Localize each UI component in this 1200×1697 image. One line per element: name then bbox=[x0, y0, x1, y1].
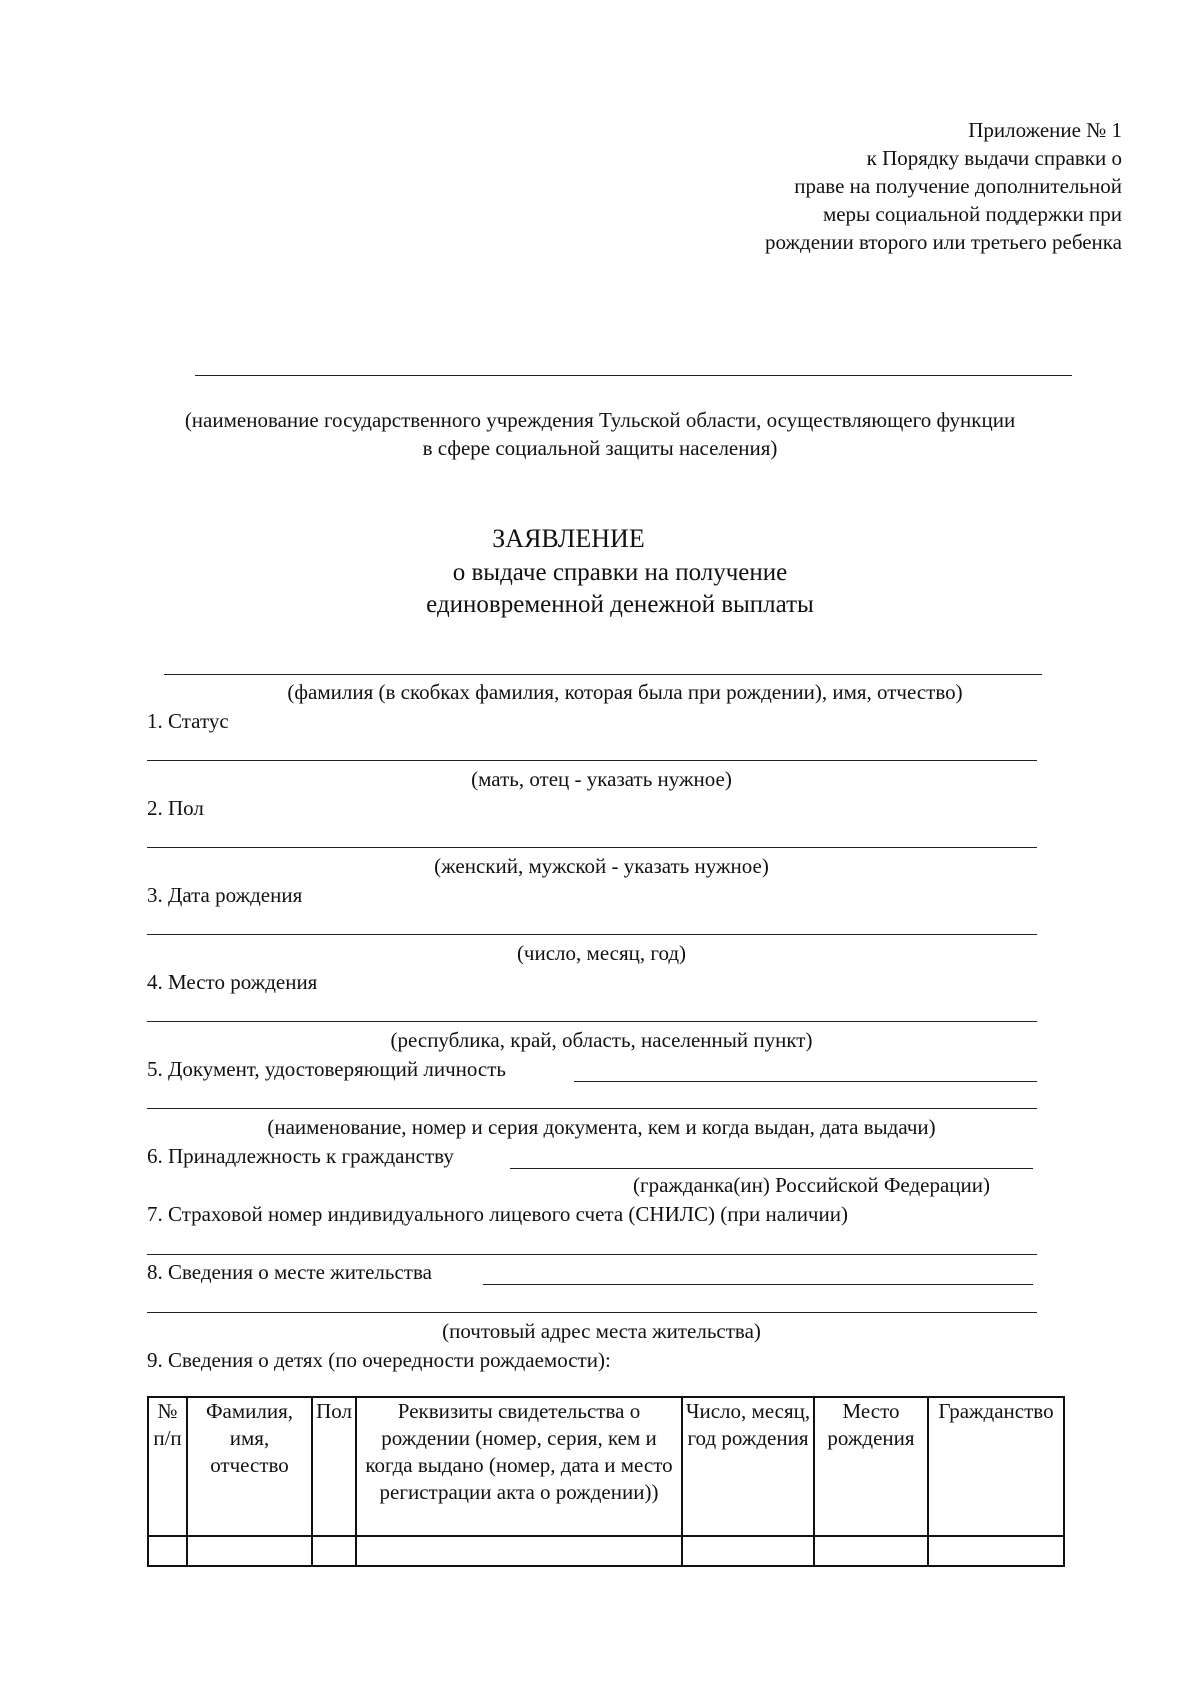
birthplace-hint: (республика, край, область, населенный пункт) bbox=[390, 1028, 813, 1052]
residence-hint: (почтовый адрес места жительства) bbox=[442, 1319, 761, 1343]
header-birthdate: Число, месяц, год рождения bbox=[682, 1397, 814, 1536]
document-line[interactable] bbox=[574, 1081, 1037, 1082]
table-cell[interactable] bbox=[356, 1536, 682, 1566]
children-label: 9. Сведения о детях (по очередности рождаемости): bbox=[147, 1348, 611, 1372]
appendix-line: Приложение № 1 bbox=[968, 118, 1122, 142]
header-citizenship: Гражданство bbox=[928, 1397, 1064, 1536]
institution-name-line[interactable] bbox=[195, 375, 1072, 376]
header-birthplace: Место рождения bbox=[814, 1397, 928, 1536]
fio-caption: (фамилия (в скобках фамилия, которая была при рождении), имя, отчество) bbox=[287, 680, 963, 704]
document-hint: (наименование, номер и серия документа, кем и когда выдан, дата выдачи) bbox=[267, 1115, 936, 1139]
sex-line[interactable] bbox=[147, 847, 1037, 848]
status-line[interactable] bbox=[147, 760, 1037, 761]
birthplace-line[interactable] bbox=[147, 1021, 1037, 1022]
header-number: № п/п bbox=[148, 1397, 187, 1536]
appendix-line: меры социальной поддержки при bbox=[822, 202, 1122, 226]
sex-hint: (женский, мужской - указать нужное) bbox=[434, 854, 769, 878]
citizenship-line[interactable] bbox=[510, 1168, 1033, 1169]
fio-line[interactable] bbox=[164, 674, 1042, 675]
table-cell[interactable] bbox=[682, 1536, 814, 1566]
birthplace-label: 4. Место рождения bbox=[147, 970, 318, 994]
appendix-line: к Порядку выдачи справки о bbox=[866, 146, 1122, 170]
header-fio: Фамилия, имя, отчество bbox=[187, 1397, 312, 1536]
citizenship-label: 6. Принадлежность к гражданству bbox=[147, 1144, 454, 1168]
document-label: 5. Документ, удостоверяющий личность bbox=[147, 1057, 506, 1081]
table-cell[interactable] bbox=[312, 1536, 356, 1566]
status-hint: (мать, отец - указать нужное) bbox=[471, 767, 732, 791]
table-cell[interactable] bbox=[148, 1536, 187, 1566]
birthdate-line[interactable] bbox=[147, 934, 1037, 935]
table-cell[interactable] bbox=[187, 1536, 312, 1566]
residence-line-2[interactable] bbox=[147, 1312, 1037, 1313]
appendix-line: рождении второго или третьего ребенка bbox=[765, 230, 1122, 254]
table-row bbox=[148, 1536, 1064, 1566]
appendix-line: праве на получение дополнительной bbox=[794, 174, 1122, 198]
table-cell[interactable] bbox=[814, 1536, 928, 1566]
snils-label: 7. Страховой номер индивидуального лицевого счета (СНИЛС) (при наличии) bbox=[147, 1202, 848, 1226]
header-certificate: Реквизиты свидетельства о рождении (номер, серия, кем и когда выдано (номер, дата и место регистрации акта о рождении)) bbox=[356, 1397, 682, 1536]
snils-line[interactable] bbox=[147, 1254, 1037, 1255]
institution-caption: (наименование государственного учреждения Тульской области, осуществляющего функции bbox=[184, 408, 1016, 432]
document-subtitle: о выдаче справки на получение bbox=[452, 559, 788, 586]
header-sex: Пол bbox=[312, 1397, 356, 1536]
residence-line[interactable] bbox=[483, 1284, 1033, 1285]
residence-label: 8. Сведения о месте жительства bbox=[147, 1260, 432, 1284]
birthdate-label: 3. Дата рождения bbox=[147, 883, 303, 907]
document-subtitle: единовременной денежной выплаты bbox=[426, 591, 814, 618]
status-label: 1. Статус bbox=[147, 709, 229, 733]
children-table-header bbox=[148, 1397, 1064, 1536]
children-table bbox=[147, 1396, 1065, 1567]
sex-label: 2. Пол bbox=[147, 796, 204, 820]
table-cell[interactable] bbox=[928, 1536, 1064, 1566]
institution-caption: в сфере социальной защиты населения) bbox=[422, 436, 778, 460]
citizenship-hint: (гражданка(ин) Российской Федерации) bbox=[632, 1173, 990, 1197]
document-line-2[interactable] bbox=[147, 1108, 1037, 1109]
birthdate-hint: (число, месяц, год) bbox=[516, 941, 687, 965]
document-title: ЗАЯВЛЕНИЕ bbox=[492, 524, 645, 553]
